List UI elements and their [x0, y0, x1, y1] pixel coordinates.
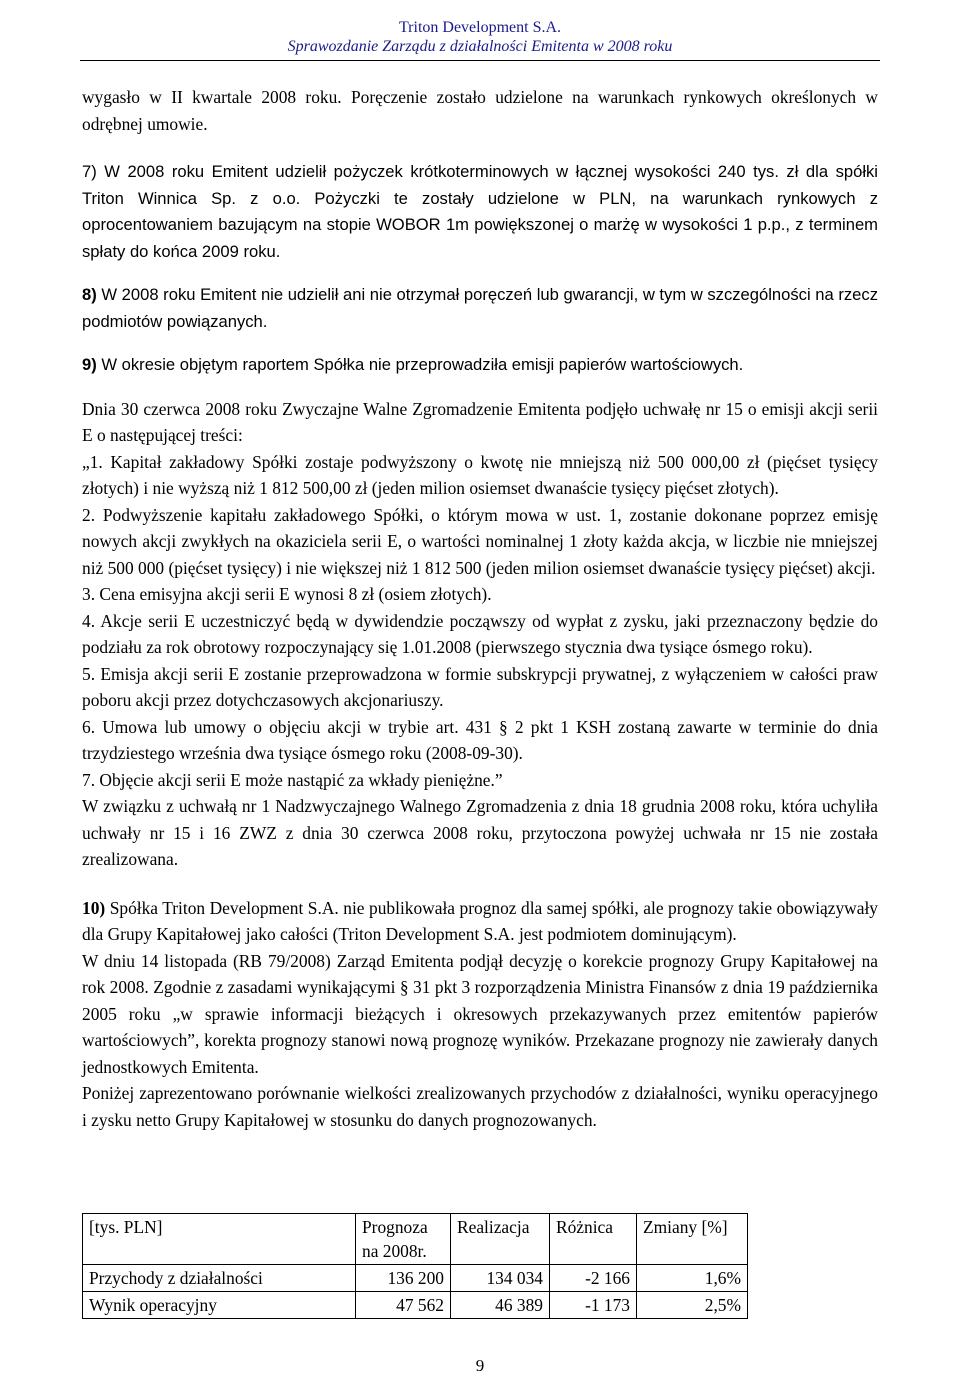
- table-header-cell: Realizacja: [451, 1214, 550, 1265]
- resolution-point-4: 4. Akcje serii E uczestniczyć będą w dywidendzie począwszy od wypłat z zysku, jaki przeznaczony będzie do podziału za rok obrotowy rozpoczynający się 1.01.2008 (pierwszego stycznia dwa tysiące ósmego roku).: [82, 610, 878, 657]
- forecast-correction-paragraph: W dniu 14 listopada (RB 79/2008) Zarząd Emitenta podjął decyzję o korekcie prognozy Grupy Kapitałowej na rok 2008. Zgodnie z zasadami wynikającymi § 31 pkt 3 rozporządzenia Ministra Finansów z dnia 19 października 2005 roku „w sprawie informacji bieżących i okresowych przekazywanych przez emitentów papierów wartościowych”, korekta prognozy stanowi nową prognozę wyników. Przekazane prognozy nie zawierały danych jednostkowych Emitenta.: [82, 950, 878, 1077]
- page-number: 9: [475, 1356, 485, 1375]
- section-9-text: W okresie objętym raportem Spółka nie przeprowadziła emisji papierów wartościowych.: [96, 355, 744, 374]
- table-header-row: [83, 1214, 748, 1265]
- resolution-point-3: 3. Cena emisyjna akcji serii E wynosi 8 zł (osiem złotych).: [82, 584, 492, 604]
- header-company: Triton Development S.A.: [398, 19, 562, 36]
- resolution-repeal: W związku z uchwałą nr 1 Nadzwyczajnego Walnego Zgromadzenia z dnia 18 grudnia 2008 roku, która uchyliła uchwały nr 15 i 16 ZWZ z dnia 30 czerwca 2008 roku, przytoczona powyżej uchwała nr 15 nie została zrealizowana.: [82, 796, 878, 869]
- section-8: [82, 282, 878, 335]
- table-cell: 1,6%: [637, 1265, 748, 1292]
- resolution-point-2: 2. Podwyższenie kapitału zakładowego Spółki, o którym mowa w ust. 1, zostanie dokonane poprzez emisję nowych akcji zwykłych na okaziciela serii E, o wartości nominalnej 1 złoty każda akcja, w liczbie nie mniejszej niż 500 000 (pięćset tysięcy) i nie większej niż 1 812 500 (jeden milion osiemset dwanaście tysięcy pięćset) akcji.: [82, 504, 878, 578]
- section-10: [82, 895, 878, 948]
- table-cell: Przychody z działalności: [83, 1265, 356, 1292]
- resolution-point-5: 5. Emisja akcji serii E zostanie przeprowadzona w formie subskrypcji prywatnej, z wyłączeniem w całości praw poboru akcji przez dotychczasowych akcjonariuszy.: [82, 663, 878, 710]
- table-cell: Wynik operacyjny: [83, 1292, 356, 1319]
- table-cell: -2 166: [550, 1265, 637, 1292]
- table-cell: 134 034: [451, 1265, 550, 1292]
- section-9: [82, 352, 878, 379]
- section-10-text: Spółka Triton Development S.A. nie publikowała prognoz dla samej spółki, ale prognozy takie obowiązywały dla Grupy Kapitałowej jako całości (Triton Development S.A. jest podmiotem dominującym).: [82, 897, 878, 944]
- table-cell: 136 200: [356, 1265, 451, 1292]
- table-header-cell: Zmiany [%]: [637, 1214, 748, 1265]
- section-7: [82, 159, 878, 265]
- table-header-cell: Prognoza na 2008r.: [356, 1214, 451, 1265]
- resolution-point-7: 7. Objęcie akcji serii E może nastąpić za wkłady pieniężne.”: [82, 769, 503, 790]
- table-cell: 2,5%: [637, 1292, 748, 1319]
- resolution-intro: Dnia 30 czerwca 2008 roku Zwyczajne Walne Zgromadzenie Emitenta podjęło uchwałę nr 15 o emisji akcji serii E o następującej treści:: [82, 398, 878, 445]
- section-10-number: 10): [82, 897, 106, 918]
- section-7-number: 7): [82, 162, 97, 181]
- table-header-cell: [tys. PLN]: [83, 1214, 356, 1265]
- section-7-text: W 2008 roku Emitent udzielił pożyczek krótkoterminowych w łącznej wysokości 240 tys. zł dla spółki Triton Winnica Sp. z o.o. Pożyczki te zostały udzielone w PLN, na warunkach rynkowych z oprocentowaniem bazującym na stopie WOBOR 1m powiększonej o marżę w wysokości 1 p.p., z terminem spłaty do końca 2009 roku.: [82, 162, 878, 261]
- section-8-number: 8): [82, 285, 97, 304]
- table-cell: -1 173: [550, 1292, 637, 1319]
- header-divider: [80, 60, 880, 61]
- table-cell: 46 389: [451, 1292, 550, 1319]
- resolution-point-1: „1. Kapitał zakładowy Spółki zostaje podwyższony o kwotę nie mniejszą niż 500 000,00 zł (pięćset tysięcy złotych) i nie wyższą niż 1 812 500,00 zł (jeden milion osiemset dwanaście tysięcy pięćset złotych).: [82, 451, 878, 498]
- document-body: [82, 84, 878, 1133]
- header-report-title: Sprawozdanie Zarządu z działalności Emitenta w 2008 roku: [287, 38, 673, 55]
- resolution-point-6: 6. Umowa lub umowy o objęciu akcji w trybie art. 431 § 2 pkt 1 KSH zostaną zawarte w terminie do dnia trzydziestego września dwa tysiące ósmego roku (2008-09-30).: [82, 716, 878, 763]
- intro-paragraph: wygasło w II kwartale 2008 roku. Poręczenie zostało udzielone na warunkach rynkowych określonych w odrębnej umowie.: [82, 87, 878, 134]
- table-header-cell: Różnica: [550, 1214, 637, 1265]
- section-8-text: W 2008 roku Emitent nie udzielił ani nie otrzymał poręczeń lub gwarancji, w tym w szczególności na rzecz podmiotów powiązanych.: [82, 285, 878, 331]
- table-cell: 47 562: [356, 1292, 451, 1319]
- table-row: [83, 1265, 748, 1292]
- table-row: [83, 1292, 748, 1319]
- forecast-comparison-table: [82, 1213, 748, 1319]
- section-9-number: 9): [82, 355, 97, 374]
- comparison-intro: Poniżej zaprezentowano porównanie wielkości zrealizowanych przychodów z działalności, wyniku operacyjnego i zysku netto Grupy Kapitałowej w stosunku do danych prognozowanych.: [82, 1083, 878, 1130]
